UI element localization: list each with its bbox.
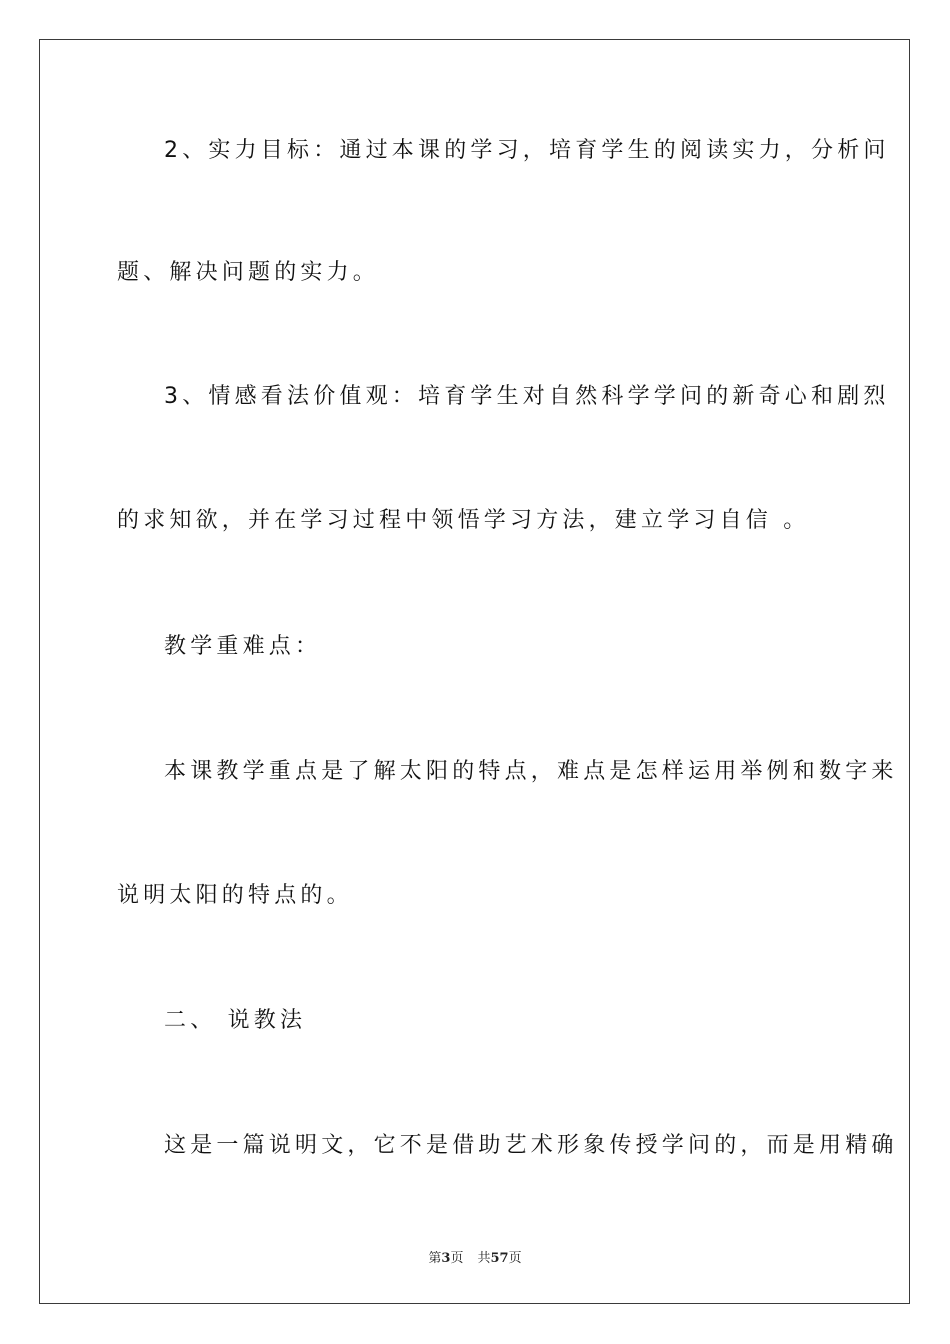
- paragraph-line: 这是一篇说明文，它不是借助艺术形象传授学问的，而是用精确: [164, 1133, 898, 1158]
- page-prefix: 第: [428, 1251, 442, 1266]
- paragraph-line: 本课教学重点是了解太阳的特点，难点是怎样运用举例和数字来: [164, 759, 898, 784]
- total-pages: 57: [490, 1251, 509, 1266]
- page-border: [39, 39, 910, 1304]
- page-suffix: 页: [450, 1251, 464, 1266]
- section-heading: 二、 说教法: [164, 1008, 307, 1033]
- total-suffix: 页: [508, 1251, 522, 1266]
- paragraph-line: 2、实力目标：通过本课的学习，培育学生的阅读实力，分析问: [164, 138, 890, 163]
- paragraph-line: 说明太阳的特点的。: [117, 883, 353, 908]
- paragraph-line: 的求知欲，并在学习过程中领悟学习方法，建立学习自信 。: [117, 508, 810, 533]
- paragraph-line: 题、解决问题的实力。: [117, 260, 380, 285]
- section-heading: 教学重难点：: [164, 634, 322, 659]
- page-footer: [0, 1247, 950, 1266]
- total-prefix: 共: [477, 1251, 491, 1266]
- page-number: 3: [441, 1251, 451, 1266]
- paragraph-line: 3、情感看法价值观：培育学生对自然科学学问的新奇心和剧烈: [164, 384, 890, 409]
